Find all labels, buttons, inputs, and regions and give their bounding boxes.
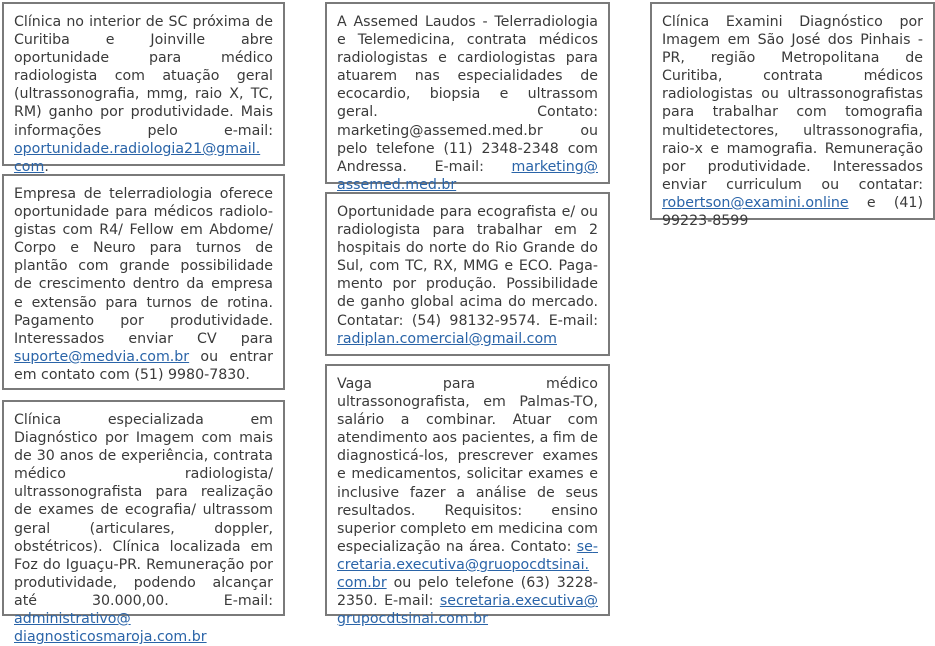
job-ad-card xyxy=(325,2,610,193)
job-ad-text: Empresa de telerradiologia oferece oportunidade para médicos radiologistas com R4/ Fellow em Abdome/ Corpo e Neuro para turnos de plantão com grande possibilidade de crescimento dentro da empresa e extensão para turnos de rotina. Pagamento por produtividade. Interessados enviar CV para suporte@medvia.​com.br ou entrar em contato com (51) 9980-7830. xyxy=(14,186,273,383)
email-link[interactable]: secretaria.executiva@gruopocdtsinai.​com.br xyxy=(337,538,598,592)
email-link[interactable]: administrativo@​diagnosticosmaroja.com.br xyxy=(14,611,207,646)
email-link[interactable]: suporte@medvia.​com.br xyxy=(14,348,190,365)
job-ad-text: A Assemed Laudos - Telerradiologia e Telemedicina, contrata médicos radiologistas e cardiologistas para atuarem nas especialidades de ecocardio, biopsia e ultrassom geral. Contato: marketing@assemed.med.​br ou pelo telefone (11) 2348-2348 com Andressa. E-mail: marketing@​assemed.med.br xyxy=(337,14,598,193)
email-link[interactable]: marketing@​assemed.med.br xyxy=(337,158,598,193)
email-link-secondary[interactable]: secretaria.executiva@​grupocdtsinai.com.br xyxy=(337,593,598,628)
job-ad-text: Clínica Examini Diagnóstico por Imagem em São José dos Pinhais - PR, região Metropolitana de Curitiba, contrata médicos radiologistas ou ultrassonografistas para trabalhar com tomografia multidetectores, ultrassonografia, raio-x e mamografia. Remuneração por produtividade. Interessados enviar curriculum ou contatar: robertson@examini.online e (41) 99223-8599 xyxy=(662,14,923,230)
job-ad-card xyxy=(2,400,285,646)
job-ad-card xyxy=(325,364,610,628)
job-ad-card xyxy=(325,192,610,356)
email-link[interactable]: radiplan.comercial@gmail.com xyxy=(337,330,557,347)
email-link[interactable]: oportunidade.radiologia21@gmail.​com xyxy=(14,140,261,175)
job-ad-text: Clínica no interior de SC próxima de Curitiba e Joinville abre oportunidade para médico radiologista com atuação geral (ultrassonografia, mmg, raio X, TC, RM) ganho por produtividade. Mais informações pelo e-mail: oportunidade.radiologia21@gmail.​com. xyxy=(14,14,273,175)
job-ad-text: Oportunidade para ecografista e/ ou radiologista para trabalhar em 2 hospitais do norte do Rio Grande do Sul, com TC, RX, MMG e ECO. Pagamento por produção. Possibilidade de ganho global acima do mercado. Contatar: (54) 98132-9574. E-mail: radiplan.comercial@gmail.com xyxy=(337,204,598,347)
job-ad-text: Clínica especializada em Diagnóstico por Imagem com mais de 30 anos de experiência, contrata médico radiologista/ ultrassonografista para realização de exames de ecografia/ ultrassom geral (articulares, doppler, obstétricos). Clínica localizada em Foz do Iguaçu-PR. Remuneração por produtividade, podendo alcançar até 30.000,00. E-mail: administrativo@​diagnosticosmaroja.com.br xyxy=(14,412,273,646)
job-ad-text: Vaga para médico ultrassonografista, em Palmas-TO, salário a combinar. Atuar com atendimento aos pacientes, a fim de diagnosticá-los, prescrever exames e medicamentos, solicitar exames e inclusive fazer a análise de seus resultados. Requisitos: ensino superior completo em medicina com especialização na área. Contato: secretaria.executiva@gruopocdtsinai.​com.br ou pelo telefone (63) 3228-2350. E-mail: secretaria.executiva@​grupocdtsinai.com.br xyxy=(337,376,598,628)
job-ad-card xyxy=(2,2,285,175)
email-link[interactable]: robertson@examini.online xyxy=(662,194,849,211)
job-ad-card xyxy=(2,174,285,390)
job-ad-card xyxy=(650,2,935,230)
